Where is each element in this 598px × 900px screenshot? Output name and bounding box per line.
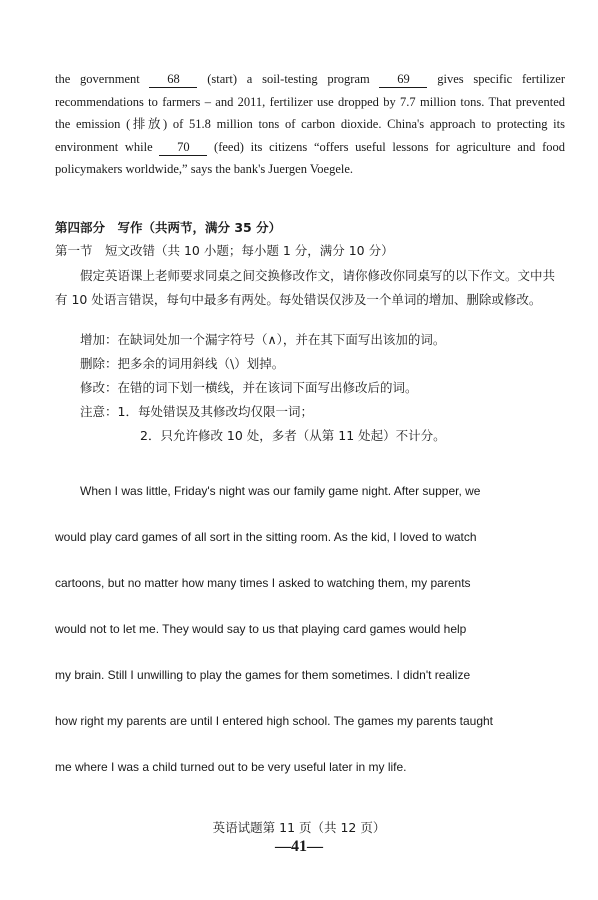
essay-line: how right my parents are until I entered high school. The games my parents taught <box>55 714 494 728</box>
passage-segment: the government <box>55 72 150 86</box>
reading-passage-continuation <box>55 68 565 181</box>
rule-delete: 删除：把多余的词用斜线（\）划掉。 <box>80 356 285 371</box>
blank-70: 70 <box>159 140 207 156</box>
essay-line: my brain. Still I unwilling to play the games for them sometimes. I didn't realize <box>55 668 471 682</box>
rule-note-2: 2．只允许修改 10 处，多者（从第 11 处起）不计分。 <box>140 428 446 443</box>
passage-segment: gives specific fertilizer recommendations to farmers – and 2011, fertilizer use dropped by 7.7 million tons. That prevented the emission ( <box>55 72 565 131</box>
rule-add: 增加：在缺词处加一个漏字符号（∧），并在其下面写出该加的词。 <box>80 332 446 347</box>
essay-line: would not to let me. They would say to us that playing card games would help <box>55 622 467 636</box>
rule-modify: 修改：在错的词下划一横线，并在该词下面写出修改后的词。 <box>80 380 418 395</box>
rule-note-1: 注意：1．每处错误及其修改均仅限一词； <box>80 404 313 419</box>
passage-segment: (feed) its citizens “offers useful lessons for agriculture and food policymakers worldwide,” says the bank's Juergen Voegele. <box>55 139 565 176</box>
instructions-paragraph: 假定英语课上老师要求同桌之间交换修改作文，请你修改你同桌写的以下作文。文中共有 10 处语言错误，每句中最多有两处。每处错误仅涉及一个单词的增加、删除或修改。 <box>55 268 556 307</box>
passage-segment: ) of 51.8 million tons of carbon dioxide. China's approach to protecting its environment while <box>55 117 565 154</box>
part-four-title: 第四部分 写作（共两节，满分 35 分） <box>55 220 282 235</box>
page-number: —41— <box>275 838 323 855</box>
passage-segment: (start) a soil-testing program <box>197 72 380 86</box>
chinese-gloss: 排放 <box>130 116 164 131</box>
essay-line: would play card games of all sort in the sitting room. As the kid, I loved to watch <box>55 530 477 544</box>
section-one-title: 第一节 短文改错（共 10 小题；每小题 1 分，满分 10 分） <box>55 243 394 258</box>
essay-line: me where I was a child turned out to be very useful later in my life. <box>55 760 407 774</box>
footer-page-label: 英语试题第 11 页（共 12 页） <box>212 820 386 835</box>
blank-68: 68 <box>149 72 197 88</box>
essay-line: When I was little, Friday's night was our family game night. After supper, we <box>80 484 481 498</box>
essay-line: cartoons, but no matter how many times I asked to watching them, my parents <box>55 576 471 590</box>
blank-69: 69 <box>379 72 427 88</box>
